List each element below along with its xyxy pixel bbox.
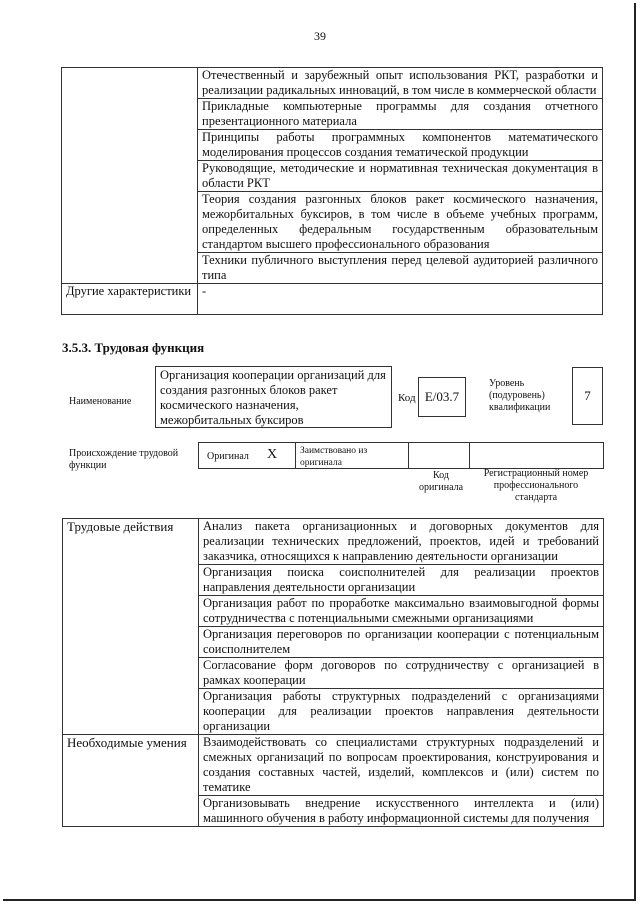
knowledge-item: Техники публичного выступления перед целевой аудиторией различного типа xyxy=(198,253,603,284)
table-cell-empty xyxy=(62,68,198,284)
labor-action-item: Организация работ по проработке максимально взаимовыгодной формы сотрудничества с потенциальными смежными организациями xyxy=(199,596,604,627)
labor-action-item: Согласование форм договоров по сотрудничеству с организацией в рамках кооперации xyxy=(199,658,604,689)
code-value: Е/03.7 xyxy=(424,389,460,404)
registration-number-box xyxy=(469,442,604,469)
labor-action-item: Организация переговоров по организации кооперации с потенциальным соисполнителем xyxy=(199,627,604,658)
level-value: 7 xyxy=(584,388,591,403)
level-value-box xyxy=(572,367,603,425)
labor-actions-label: Трудовые действия xyxy=(63,519,199,735)
name-label: Наименование xyxy=(69,396,132,407)
skill-item: Взаимодействовать со специалистами структурных подразделений и смежных организаций по вопросам проектирования, конструирования и создания составных частей, изделий, комплексов и (или) систем по тематике xyxy=(199,735,604,796)
borrowed-label: Заимствовано из оригинала xyxy=(300,446,368,468)
page-number: 39 xyxy=(314,29,326,43)
level-label: Уровень (подуровень) квалификации xyxy=(489,378,551,413)
skill-item: Организовывать внедрение искусственного интеллекта и (или) машинного обучения в работу информационной системы для получения xyxy=(199,796,604,827)
code-label: Код xyxy=(398,392,416,404)
knowledge-item: Теория создания разгонных блоков ракет космического назначения, межорбитальных буксиров, в том числе в объеме учебных программ, определенных федеральным государственным образовательным стандартом высшего профессионального образования xyxy=(198,192,603,253)
origin-code-box xyxy=(408,442,470,469)
origin-code-caption: Код оригинала xyxy=(418,470,464,493)
function-name-value: Организация кооперации организаций для создания разгонных блоков ракет космического назначения, межорбитальных буксиров xyxy=(160,368,386,427)
knowledge-item: Принципы работы программных компонентов математического моделирования процессов создания тематической продукции xyxy=(198,130,603,161)
original-label: Оригинал xyxy=(207,451,249,462)
labor-actions-table xyxy=(62,518,604,827)
original-box xyxy=(198,442,296,469)
table-row xyxy=(63,735,604,796)
table-row xyxy=(63,519,604,565)
knowledge-item: Прикладные компьютерные программы для создания отчетного презентационного материала xyxy=(198,99,603,130)
function-name-box xyxy=(155,366,392,428)
table-row xyxy=(62,284,603,315)
other-characteristics-label: Другие характеристики xyxy=(62,284,198,315)
labor-action-item: Организация работы структурных подразделений с организациями кооперации для реализации проектов направления деятельности организации xyxy=(199,689,604,735)
labor-action-item: Организация поиска соисполнителей для реализации проектов направления деятельности организации xyxy=(199,565,604,596)
other-characteristics-value: - xyxy=(198,284,603,315)
skills-label: Необходимые умения xyxy=(63,735,199,827)
original-mark: X xyxy=(267,447,278,462)
table-row xyxy=(62,68,603,99)
knowledge-item: Руководящие, методические и нормативная техническая документация в области РКТ xyxy=(198,161,603,192)
origin-label: Происхождение трудовой функции xyxy=(69,448,179,471)
knowledge-item: Отечественный и зарубежный опыт использования РКТ, разработки и реализации радикальных инноваций, в том числе в коммерческой области xyxy=(198,68,603,99)
labor-action-item: Анализ пакета организационных и договорных документов для реализации технических предложений, проектов, идей и требований заказчика, относящихся к направлению деятельности организации xyxy=(199,519,604,565)
code-value-box xyxy=(418,377,466,417)
registration-caption: Регистрационный номер профессионального стандарта xyxy=(483,468,589,503)
knowledge-table xyxy=(61,67,603,315)
borrowed-box xyxy=(295,442,409,469)
section-title: 3.5.3. Трудовая функция xyxy=(62,340,205,355)
